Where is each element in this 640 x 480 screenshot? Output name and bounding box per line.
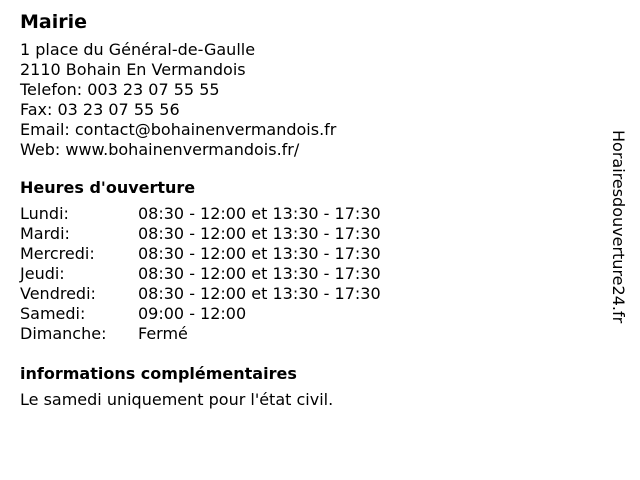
day-label: Mardi: — [20, 224, 70, 243]
site-watermark: Horairesdouverture24.fr — [609, 130, 628, 324]
hours-row-monday — [20, 204, 580, 224]
email-line[interactable]: Email: contact@bohainenvermandois.fr — [20, 120, 337, 139]
day-label: Lundi: — [20, 204, 69, 223]
place-name: Mairie — [20, 11, 88, 33]
web-line[interactable]: Web: www.bohainenvermandois.fr/ — [20, 140, 300, 159]
hours-row-thursday — [20, 264, 580, 284]
info-text: Le samedi uniquement pour l'état civil. — [20, 390, 334, 409]
day-hours: 08:30 - 12:00 et 13:30 - 17:30 — [138, 284, 381, 303]
day-hours: Fermé — [138, 324, 188, 343]
day-hours: 08:30 - 12:00 et 13:30 - 17:30 — [138, 244, 381, 263]
info-title: informations complémentaires — [20, 364, 297, 383]
day-hours: 08:30 - 12:00 et 13:30 - 17:30 — [138, 224, 381, 243]
fax-line: Fax: 03 23 07 55 56 — [20, 100, 180, 119]
address-line-2: 2110 Bohain En Vermandois — [20, 60, 246, 79]
day-label: Vendredi: — [20, 284, 96, 303]
hours-row-wednesday — [20, 244, 580, 264]
phone-line[interactable]: Telefon: 003 23 07 55 55 — [20, 80, 220, 99]
day-label: Dimanche: — [20, 324, 107, 343]
hours-row-friday — [20, 284, 580, 304]
address-line-1: 1 place du Général-de-Gaulle — [20, 40, 256, 59]
hours-table — [20, 204, 580, 344]
day-hours: 08:30 - 12:00 et 13:30 - 17:30 — [138, 264, 381, 283]
day-hours: 08:30 - 12:00 et 13:30 - 17:30 — [138, 204, 381, 223]
place-card — [20, 10, 580, 410]
day-label: Jeudi: — [20, 264, 65, 283]
hours-row-sunday — [20, 324, 580, 344]
hours-row-saturday — [20, 304, 580, 324]
day-hours: 09:00 - 12:00 — [138, 304, 247, 323]
day-label: Samedi: — [20, 304, 86, 323]
hours-title: Heures d'ouverture — [20, 178, 196, 197]
day-label: Mercredi: — [20, 244, 95, 263]
hours-row-tuesday — [20, 224, 580, 244]
